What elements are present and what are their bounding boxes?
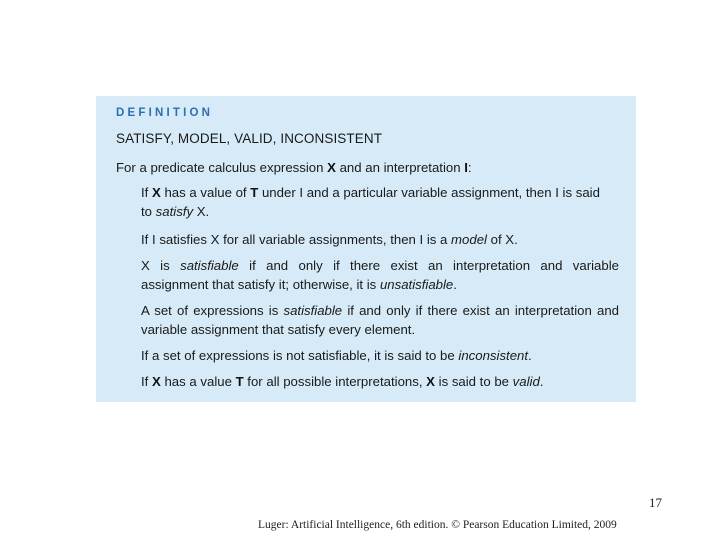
symbol-x: X: [152, 374, 161, 389]
text: If a set of expressions is not satisfiable, it is said to be: [141, 348, 459, 363]
symbol-x: X: [152, 185, 161, 200]
satisfy-line-1: [141, 185, 619, 201]
text: of X.: [486, 232, 518, 247]
term-satisfiable: satisfiable: [283, 303, 343, 318]
term-inconsistent: inconsistent: [458, 348, 529, 363]
term-satisfy: satisfy: [155, 204, 194, 219]
text: is said to be: [434, 374, 513, 389]
text: under I and a particular variable assignment, then I is said: [258, 185, 600, 200]
text: If: [141, 185, 152, 200]
text: has a value: [160, 374, 236, 389]
term-model: model: [451, 232, 487, 247]
definition-terms: SATISFY, MODEL, VALID, INCONSISTENT: [116, 131, 383, 146]
symbol-x: X: [426, 374, 435, 389]
inconsistent-definition: [141, 348, 619, 364]
valid-definition: [141, 374, 619, 390]
text: for all possible interpretations,: [243, 374, 427, 389]
text: has a value of: [160, 185, 251, 200]
text: .: [528, 348, 532, 363]
satisfiable-line-2: [141, 277, 619, 293]
text: If I satisfies X for all variable assignments, then I is a: [141, 232, 452, 247]
model-definition: [141, 232, 619, 248]
symbol-t: T: [235, 374, 244, 389]
text: assignment that satisfy it; otherwise, it is: [141, 277, 380, 292]
text: if and only if there exist an interpretation and: [342, 303, 619, 318]
symbol-i: I: [464, 160, 468, 175]
symbol-t: T: [250, 185, 259, 200]
page-number: 17: [649, 495, 662, 510]
definition-heading: DEFINITION: [116, 107, 214, 119]
term-unsatisfiable: unsatisfiable: [379, 277, 454, 292]
text: .: [453, 277, 457, 292]
footer-citation: Luger: Artificial Intelligence, 6th edition. © Pearson Education Limited, 2009: [258, 519, 617, 531]
set-satisfiable-line-1: [141, 303, 619, 319]
text: .: [539, 374, 544, 389]
definition-intro: [116, 160, 472, 176]
intro-end: :: [467, 160, 472, 175]
text: A set of expressions is: [141, 303, 284, 318]
intro-mid: and an interpretation: [335, 160, 465, 175]
text: X.: [193, 204, 210, 219]
term-valid: valid: [512, 374, 540, 389]
satisfiable-line-1: [141, 258, 619, 274]
intro-text: For a predicate calculus expression: [116, 160, 328, 175]
symbol-x: X: [327, 160, 336, 175]
text: to: [141, 204, 156, 219]
definition-box: [96, 96, 636, 402]
satisfy-line-2: [141, 204, 619, 220]
term-satisfiable: satisfiable: [180, 258, 239, 273]
text: If: [141, 374, 152, 389]
set-satisfiable-line-2: variable assignment that satisfy every element.: [141, 322, 416, 337]
text: if and only if there exist an interpretation and variable: [238, 258, 619, 273]
text: X is: [141, 258, 181, 273]
